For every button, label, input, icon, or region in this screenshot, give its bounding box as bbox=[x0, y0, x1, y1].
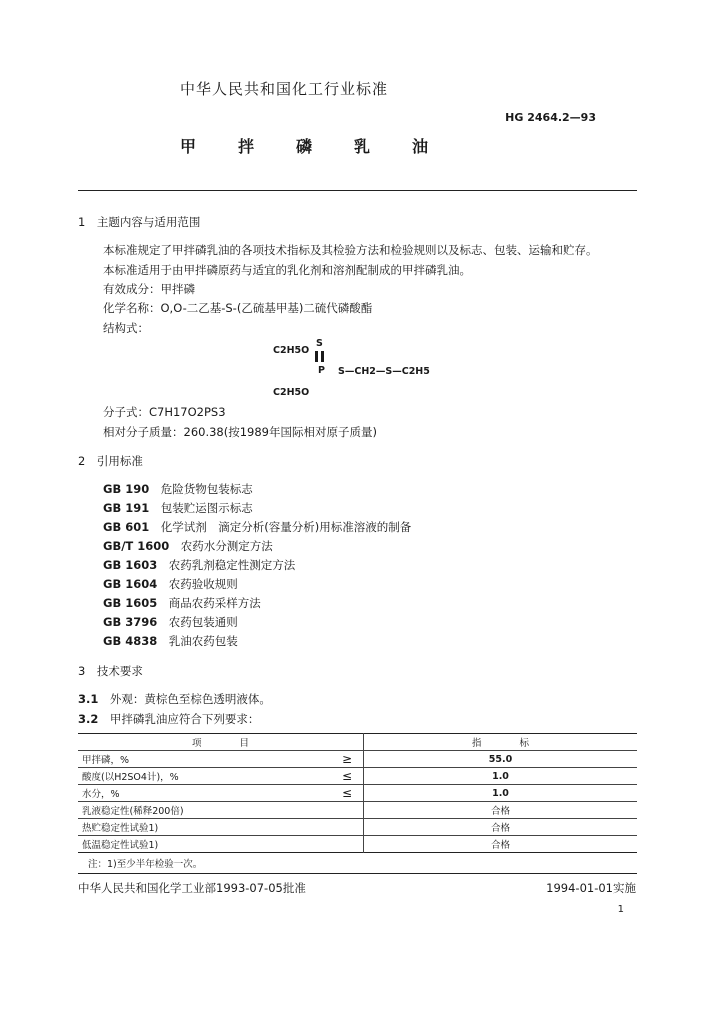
row-symbol bbox=[331, 836, 364, 853]
row-item: 乳液稳定性(稀释200倍) bbox=[82, 806, 184, 817]
applicability-paragraph: 本标准适用于由甲拌磷原药与适宜的乳化剂和溶剂配制成的甲拌磷乳油。 bbox=[103, 263, 471, 277]
reference-code: GB 1604 bbox=[103, 577, 158, 591]
formula-ethoxy-top: C2H5O bbox=[273, 345, 310, 356]
table-row bbox=[78, 836, 637, 853]
clause-text: 甲拌磷乳油应符合下列要求： bbox=[109, 712, 260, 726]
approval-line: 中华人民共和国化学工业部1993-07-05批准 bbox=[78, 881, 306, 895]
reference-title: 商品农药采样方法 bbox=[168, 596, 261, 610]
standard-code: HG 2464.2—93 bbox=[505, 111, 596, 124]
row-item: 酸度(以H2SO4计)，% bbox=[82, 772, 179, 783]
header-item: 项 目 bbox=[191, 738, 249, 749]
reference-title: 化学试剂 滴定分析(容量分析)用标准溶液的制备 bbox=[160, 520, 412, 534]
reference-code: GB 190 bbox=[103, 482, 150, 496]
table-row bbox=[78, 819, 637, 836]
row-symbol: ≥ bbox=[341, 752, 353, 766]
reference-item bbox=[103, 557, 295, 573]
reference-code: GB 601 bbox=[103, 520, 150, 534]
clause-3-1 bbox=[78, 691, 271, 707]
clause-number: 3.2 bbox=[78, 712, 99, 726]
section-3-heading: 3 技术要求 bbox=[78, 664, 143, 678]
table-row bbox=[78, 785, 637, 802]
reference-item bbox=[103, 595, 261, 611]
reference-item bbox=[103, 500, 253, 516]
chemical-name: 化学名称：O,O-二乙基-S-(乙硫基甲基)二硫代磷酸酯 bbox=[103, 301, 373, 315]
table-row bbox=[78, 768, 637, 785]
molecular-formula: 分子式：C7H17O2PS3 bbox=[103, 405, 226, 419]
formula-phosphorus: P bbox=[318, 365, 325, 376]
molecular-mass: 相对分子质量：260.38(按1989年国际相对原子质量) bbox=[103, 425, 377, 439]
reference-title: 农药乳剂稳定性测定方法 bbox=[168, 558, 296, 572]
row-symbol bbox=[331, 819, 364, 836]
reference-item bbox=[103, 576, 238, 592]
row-item: 水分，% bbox=[82, 789, 120, 800]
reference-code: GB 191 bbox=[103, 501, 150, 515]
section-1-heading: 1 主题内容与适用范围 bbox=[78, 215, 201, 229]
reference-code: GB 4838 bbox=[103, 634, 158, 648]
reference-title: 乳油农药包装 bbox=[168, 634, 238, 648]
clause-text: 外观：黄棕色至棕色透明液体。 bbox=[109, 692, 271, 706]
reference-title: 农药水分测定方法 bbox=[180, 539, 273, 553]
header-divider bbox=[78, 190, 637, 191]
formula-ethoxy-bottom: C2H5O bbox=[273, 387, 310, 398]
formula-sulfur-top: S bbox=[316, 338, 323, 349]
row-value: 合格 bbox=[364, 819, 638, 836]
reference-code: GB 1605 bbox=[103, 596, 158, 610]
row-value: 1.0 bbox=[364, 768, 638, 785]
reference-code: GB 3796 bbox=[103, 615, 158, 629]
spec-table bbox=[78, 733, 637, 853]
row-item: 热贮稳定性试验1) bbox=[82, 823, 159, 834]
row-value: 合格 bbox=[364, 836, 638, 853]
page-number: 1 bbox=[617, 904, 624, 915]
section-2-heading: 2 引用标准 bbox=[78, 454, 143, 468]
active-ingredient: 有效成分：甲拌磷 bbox=[103, 282, 195, 296]
reference-item bbox=[103, 481, 253, 497]
reference-item bbox=[103, 614, 238, 630]
table-note: 注：1)至少半年检验一次。 bbox=[88, 859, 203, 870]
reference-title: 农药验收规则 bbox=[168, 577, 238, 591]
row-item: 甲拌磷，% bbox=[82, 755, 130, 766]
formula-double-bond-right bbox=[321, 351, 324, 362]
row-value: 55.0 bbox=[364, 751, 638, 768]
row-symbol bbox=[331, 802, 364, 819]
issuing-organization: 中华人民共和国化工行业标准 bbox=[180, 80, 389, 98]
row-value: 合格 bbox=[364, 802, 638, 819]
reference-item bbox=[103, 519, 411, 535]
reference-title: 危险货物包装标志 bbox=[160, 482, 253, 496]
formula-double-bond-left bbox=[315, 351, 318, 362]
row-item: 低温稳定性试验1) bbox=[82, 840, 159, 851]
reference-title: 农药包装通则 bbox=[168, 615, 238, 629]
scope-paragraph: 本标准规定了甲拌磷乳油的各项技术指标及其检验方法和检验规则以及标志、包装、运输和贮存。 bbox=[103, 243, 598, 257]
reference-title: 包装贮运图示标志 bbox=[160, 501, 253, 515]
reference-item bbox=[103, 538, 273, 554]
document-title: 甲拌磷乳油 bbox=[180, 137, 471, 156]
footer-divider bbox=[78, 873, 637, 874]
table-row bbox=[78, 802, 637, 819]
reference-code: GB/T 1600 bbox=[103, 539, 170, 553]
formula-thio-chain: S—CH2—S—C2H5 bbox=[338, 366, 430, 377]
reference-code: GB 1603 bbox=[103, 558, 158, 572]
row-symbol: ≤ bbox=[341, 786, 353, 800]
header-value: 指 标 bbox=[364, 734, 638, 751]
effective-date: 1994-01-01实施 bbox=[546, 881, 636, 895]
table-row bbox=[78, 751, 637, 768]
row-value: 1.0 bbox=[364, 785, 638, 802]
table-header-row bbox=[78, 734, 637, 751]
row-symbol: ≤ bbox=[341, 769, 353, 783]
reference-item bbox=[103, 633, 238, 649]
clause-3-2 bbox=[78, 711, 259, 727]
structure-label: 结构式： bbox=[103, 321, 149, 335]
clause-number: 3.1 bbox=[78, 692, 99, 706]
